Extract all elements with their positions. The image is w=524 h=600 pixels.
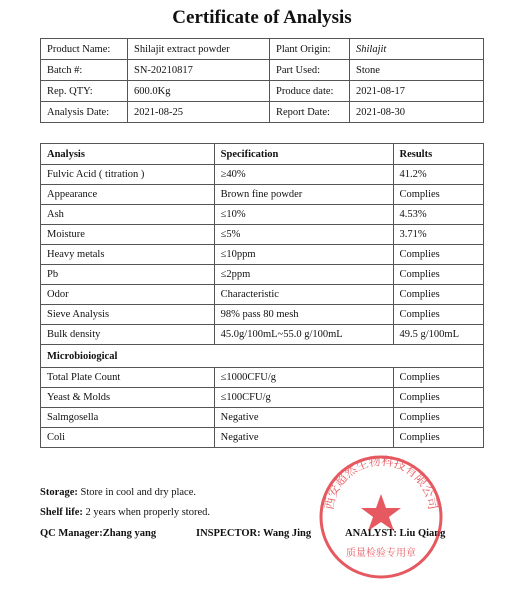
- analysis-cell: Odor: [41, 285, 215, 305]
- product-info-table: [40, 38, 484, 123]
- info-value: Stone: [350, 60, 484, 81]
- specification-cell: ≤5%: [214, 225, 393, 245]
- shelf-life-value: 2 years when properly stored.: [85, 507, 211, 518]
- specification-cell: Characteristic: [214, 285, 393, 305]
- specification-cell: ≤2ppm: [214, 265, 393, 285]
- analysis-cell: Pb: [41, 265, 215, 285]
- table-row: [41, 388, 484, 408]
- analysis-cell: Heavy metals: [41, 245, 215, 265]
- table-row: [41, 285, 484, 305]
- storage-line: [40, 487, 196, 498]
- info-label: Batch #:: [41, 60, 128, 81]
- specification-cell: ≤1000CFU/g: [214, 368, 393, 388]
- table-row: [41, 165, 484, 185]
- section-row-microbiological: [41, 345, 484, 368]
- specification-cell: ≤10%: [214, 205, 393, 225]
- stamp-star-icon: [361, 494, 401, 531]
- table-row: [41, 185, 484, 205]
- storage-label: Storage:: [40, 487, 78, 498]
- table-row: [41, 265, 484, 285]
- info-label: Analysis Date:: [41, 102, 128, 123]
- analysis-cell: Salmgosella: [41, 408, 215, 428]
- specification-cell: 45.0g/100mL~55.0 g/100mL: [214, 325, 393, 345]
- column-header-results: Results: [393, 144, 483, 165]
- info-label: Product Name:: [41, 39, 128, 60]
- analysis-cell: Coli: [41, 428, 215, 448]
- specification-cell: Brown fine powder: [214, 185, 393, 205]
- table-row: [41, 368, 484, 388]
- column-header-analysis: Analysis: [41, 144, 215, 165]
- result-cell: 3.71%: [393, 225, 483, 245]
- info-label: Rep. QTY:: [41, 81, 128, 102]
- specification-cell: Negative: [214, 408, 393, 428]
- analyst: ANALYST: Liu Qiang: [345, 528, 446, 539]
- info-label: Part Used:: [270, 60, 350, 81]
- analysis-table: [40, 143, 484, 448]
- analysis-cell: Ash: [41, 205, 215, 225]
- inspector: INSPECTOR: Wang Jing: [196, 528, 312, 539]
- result-cell: Complies: [393, 305, 483, 325]
- result-cell: Complies: [393, 285, 483, 305]
- result-cell: Complies: [393, 265, 483, 285]
- info-label: Produce date:: [270, 81, 350, 102]
- info-value: 600.0Kg: [128, 81, 270, 102]
- analysis-cell: Sieve Analysis: [41, 305, 215, 325]
- table-row: [41, 325, 484, 345]
- document-title: Certificate of Analysis: [172, 7, 352, 28]
- info-value: 2021-08-17: [350, 81, 484, 102]
- analysis-cell: Fulvic Acid ( titration ): [41, 165, 215, 185]
- result-cell: Complies: [393, 245, 483, 265]
- analysis-cell: Total Plate Count: [41, 368, 215, 388]
- analysis-cell: Moisture: [41, 225, 215, 245]
- storage-value: Store in cool and dry place.: [80, 487, 196, 498]
- info-value: Shilajit: [350, 39, 484, 60]
- info-label: Plant Origin:: [270, 39, 350, 60]
- result-cell: 49.5 g/100mL: [393, 325, 483, 345]
- table-row: [41, 408, 484, 428]
- result-cell: Complies: [393, 185, 483, 205]
- shelf-life-line: [40, 507, 210, 518]
- result-cell: Complies: [393, 428, 483, 448]
- table-row: [41, 305, 484, 325]
- stamp-text: 西安超然生物科技有限公司: [321, 454, 441, 511]
- table-row: [41, 205, 484, 225]
- info-row: [41, 81, 484, 102]
- info-value: 2021-08-30: [350, 102, 484, 123]
- specification-cell: Negative: [214, 428, 393, 448]
- table-row: [41, 245, 484, 265]
- specification-cell: ≤10ppm: [214, 245, 393, 265]
- table-row: [41, 225, 484, 245]
- info-value: SN-20210817: [128, 60, 270, 81]
- company-seal-stamp: [316, 452, 446, 582]
- result-cell: 4.53%: [393, 205, 483, 225]
- analysis-cell: Yeast & Molds: [41, 388, 215, 408]
- info-row: [41, 102, 484, 123]
- info-row: [41, 39, 484, 60]
- info-row: [41, 60, 484, 81]
- specification-cell: ≥40%: [214, 165, 393, 185]
- info-value: Shilajit extract powder: [128, 39, 270, 60]
- specification-cell: ≤100CFU/g: [214, 388, 393, 408]
- column-header-specification: Specification: [214, 144, 393, 165]
- result-cell: 41.2%: [393, 165, 483, 185]
- analysis-cell: Bulk density: [41, 325, 215, 345]
- qc-manager: QC Manager:Zhang yang: [40, 528, 157, 539]
- result-cell: Complies: [393, 408, 483, 428]
- specification-cell: 98% pass 80 mesh: [214, 305, 393, 325]
- stamp-subtext: 质量检验专用章: [346, 548, 416, 559]
- analysis-cell: Appearance: [41, 185, 215, 205]
- info-value: 2021-08-25: [128, 102, 270, 123]
- analysis-header-row: [41, 144, 484, 165]
- result-cell: Complies: [393, 368, 483, 388]
- shelf-life-label: Shelf life:: [40, 507, 83, 518]
- section-heading: Microbioiogical: [41, 345, 484, 368]
- table-row: [41, 428, 484, 448]
- info-label: Report Date:: [270, 102, 350, 123]
- result-cell: Complies: [393, 388, 483, 408]
